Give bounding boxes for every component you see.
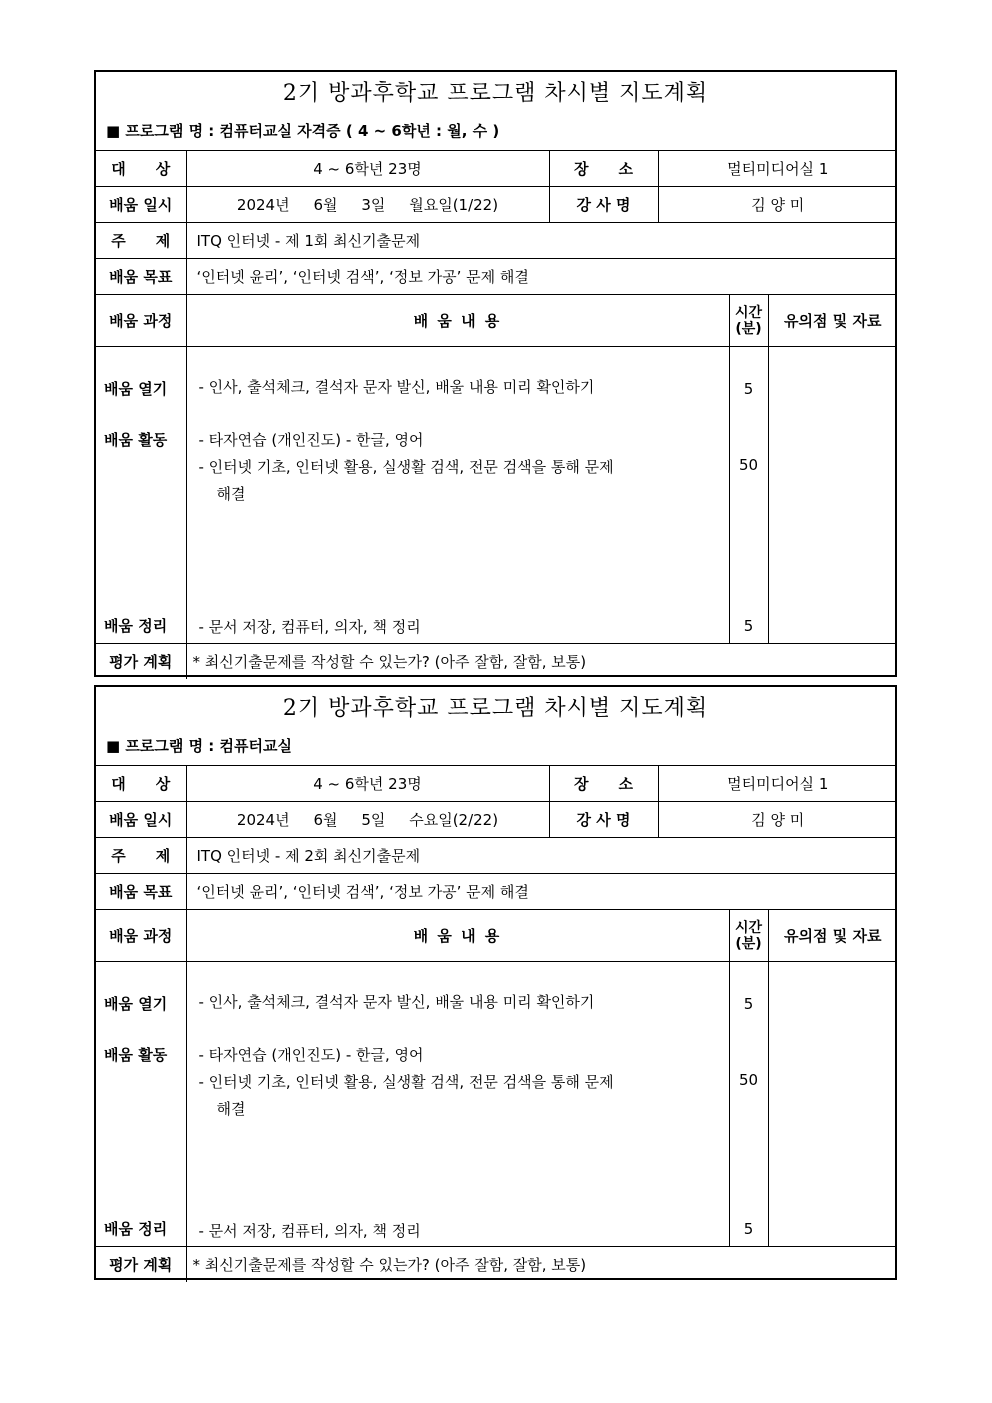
goal-label: 배움 목표: [96, 874, 186, 910]
date-day: 3일: [361, 196, 386, 214]
activity-text-1: - 타자연습 (개인진도) - 한글, 영어: [198, 431, 424, 449]
open-text: - 인사, 출석체크, 결석자 문자 발신, 배울 내용 미리 확인하기: [198, 993, 595, 1011]
activity-text-2: - 인터넷 기초, 인터넷 활용, 실생활 검색, 전문 검색을 통해 문제: [198, 458, 614, 476]
process-label: 배움 과정: [96, 910, 186, 962]
activity-time: 50: [738, 1071, 759, 1089]
target-value: 4 ~ 6학년 23명: [186, 151, 549, 187]
content-label: 배 움 내 용: [186, 910, 729, 962]
time-label-2: (분): [735, 320, 762, 337]
plan-table: [96, 150, 897, 679]
place-value: 멀티미디어실 1: [658, 766, 897, 802]
place-label: 장 소: [549, 151, 658, 187]
target-label: 대 상: [96, 766, 186, 802]
instructor-value: 김 양 미: [658, 802, 897, 838]
content-column: [186, 962, 729, 1247]
stage-activity: 배움 활동: [104, 431, 168, 449]
time-label: [729, 295, 768, 347]
stage-close: 배움 정리: [104, 617, 168, 635]
activity-text-1: - 타자연습 (개인진도) - 한글, 영어: [198, 1046, 424, 1064]
topic-value: ITQ 인터넷 - 제 1회 최신기출문제: [186, 223, 897, 259]
date-month: 6월: [313, 811, 338, 829]
instructor-value: 김 양 미: [658, 187, 897, 223]
target-value: 4 ~ 6학년 23명: [186, 766, 549, 802]
content-label: 배 움 내 용: [186, 295, 729, 347]
activity-text-2: - 인터넷 기초, 인터넷 활용, 실생활 검색, 전문 검색을 통해 문제: [198, 1073, 614, 1091]
datetime-label: 배움 일시: [96, 187, 186, 223]
activity-time: 50: [738, 456, 759, 474]
topic-label: 주 제: [96, 223, 186, 259]
time-column: [729, 347, 768, 644]
close-time: 5: [743, 617, 754, 635]
close-text: - 문서 저장, 컴퓨터, 의자, 책 정리: [198, 1222, 421, 1240]
stage-column: [96, 347, 186, 644]
plan-table: [96, 765, 897, 1282]
lesson-plan-1: [94, 70, 897, 677]
date-year: 2024년: [236, 196, 290, 214]
stage-open: 배움 열기: [104, 995, 168, 1013]
eval-label: 평가 계획: [96, 644, 186, 680]
date-year: 2024년: [236, 811, 290, 829]
date-month: 6월: [313, 196, 338, 214]
notes-label: 유의점 및 자료: [768, 295, 897, 347]
goal-label: 배움 목표: [96, 259, 186, 295]
date-weekday: 수요일(2/22): [409, 811, 499, 829]
plan-title: 2기 방과후학교 프로그램 차시별 지도계획: [282, 81, 709, 106]
stage-column: [96, 962, 186, 1247]
instructor-label: 강 사 명: [549, 187, 658, 223]
topic-label: 주 제: [96, 838, 186, 874]
instructor-label: 강 사 명: [549, 802, 658, 838]
stage-activity: 배움 활동: [104, 1046, 168, 1064]
close-text: - 문서 저장, 컴퓨터, 의자, 책 정리: [198, 618, 421, 636]
datetime-value: [186, 187, 549, 223]
program-name: ■ 프로그램 명 : 컴퓨터교실: [106, 737, 292, 755]
notes-column: [768, 347, 897, 644]
plan-title: 2기 방과후학교 프로그램 차시별 지도계획: [282, 696, 709, 721]
time-label: [729, 910, 768, 962]
stage-close: 배움 정리: [104, 1220, 168, 1238]
date-weekday: 월요일(1/22): [409, 196, 499, 214]
eval-label: 평가 계획: [96, 1247, 186, 1283]
open-text: - 인사, 출석체크, 결석자 문자 발신, 배울 내용 미리 확인하기: [198, 378, 595, 396]
time-label-1: 시간: [734, 919, 763, 936]
goal-value: ‘인터넷 윤리’, ‘인터넷 검색’, ‘정보 가공’ 문제 해결: [186, 259, 897, 295]
place-label: 장 소: [549, 766, 658, 802]
notes-column: [768, 962, 897, 1247]
eval-value: * 최신기출문제를 작성할 수 있는가? (아주 잘함, 잘함, 보통): [186, 1247, 897, 1283]
activity-text-3: 해결: [216, 1100, 246, 1118]
time-label-2: (분): [735, 935, 762, 952]
topic-value: ITQ 인터넷 - 제 2회 최신기출문제: [186, 838, 897, 874]
datetime-label: 배움 일시: [96, 802, 186, 838]
lesson-plan-2: [94, 685, 897, 1280]
notes-label: 유의점 및 자료: [768, 910, 897, 962]
open-time: 5: [743, 995, 754, 1013]
program-name: ■ 프로그램 명 : 컴퓨터교실 자격증 ( 4 ~ 6학년 : 월, 수 ): [106, 122, 500, 140]
goal-value: ‘인터넷 윤리’, ‘인터넷 검색’, ‘정보 가공’ 문제 해결: [186, 874, 897, 910]
time-column: [729, 962, 768, 1247]
stage-open: 배움 열기: [104, 380, 168, 398]
activity-text-3: 해결: [216, 485, 246, 503]
eval-value: * 최신기출문제를 작성할 수 있는가? (아주 잘함, 잘함, 보통): [186, 644, 897, 680]
process-label: 배움 과정: [96, 295, 186, 347]
target-label: 대 상: [96, 151, 186, 187]
place-value: 멀티미디어실 1: [658, 151, 897, 187]
content-column: [186, 347, 729, 644]
date-day: 5일: [361, 811, 386, 829]
datetime-value: [186, 802, 549, 838]
open-time: 5: [743, 380, 754, 398]
close-time: 5: [743, 1220, 754, 1238]
time-label-1: 시간: [734, 304, 763, 321]
